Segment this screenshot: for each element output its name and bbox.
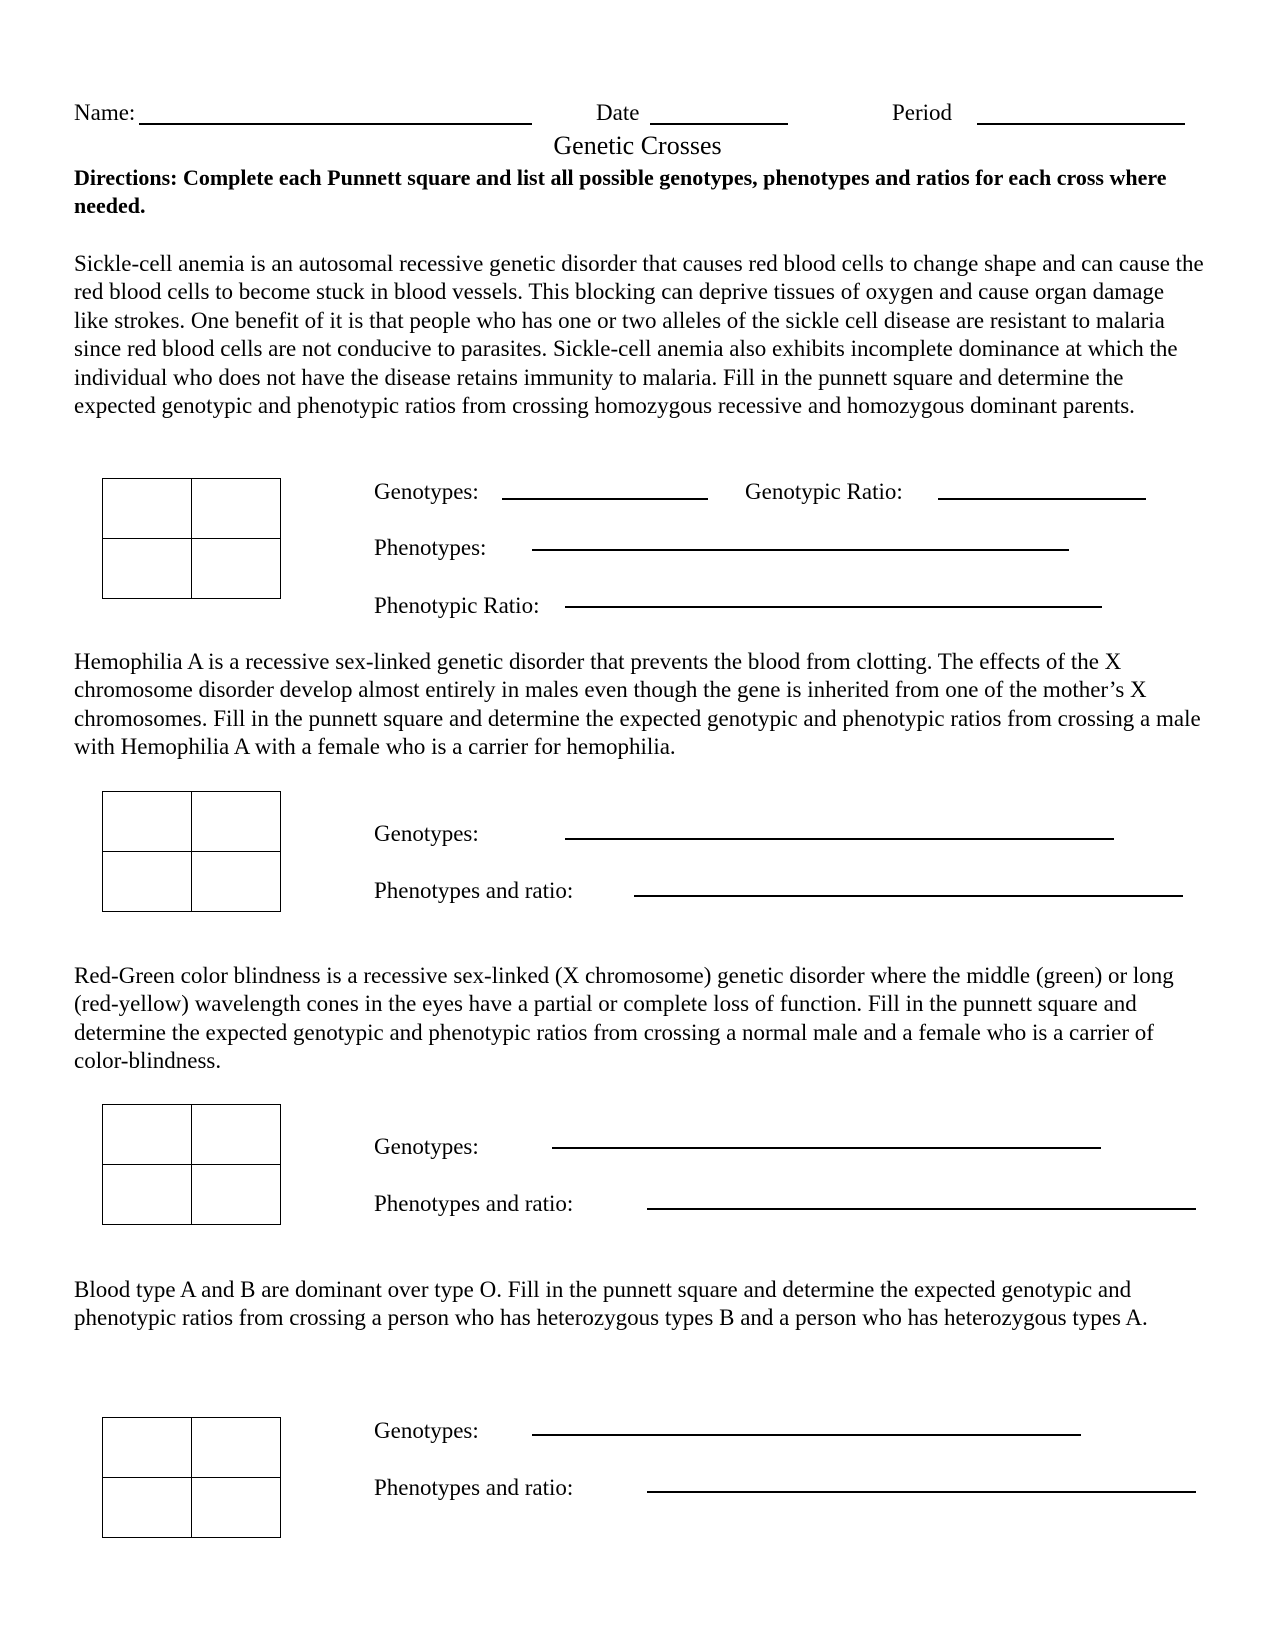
sickle-cell-paragraph: Sickle-cell anemia is an autosomal recessive genetic disorder that causes red blood cells to change shape and can cause the red blood cells to become stuck in blood vessels. This blocking can deprive tissues of oxygen and cause organ damage like strokes. One benefit of it is that people who has one or two alleles of the sickle cell disease are resistant to malaria since red blood cells are not conducive to parasites. Sickle-cell anemia also exhibits incomplete dominance at which the individual who does not have the disease retains immunity to malaria. Fill in the punnett square and determine the expected genotypic and phenotypic ratios from crossing homozygous recessive and homozygous dominant parents. (74, 251, 1204, 419)
page-title: Genetic Crosses (553, 131, 722, 160)
punnett-cell[interactable] (192, 1418, 281, 1478)
punnett-cell[interactable] (103, 1418, 192, 1478)
genotypes-label: Genotypes: (374, 1134, 479, 1159)
date-field[interactable] (650, 123, 788, 125)
phenotypes-ratio-label: Phenotypes and ratio: (374, 878, 574, 903)
phenotypic-ratio-answer-line[interactable] (565, 606, 1102, 608)
phenotypes-ratio-answer-line[interactable] (647, 1491, 1196, 1493)
period-field[interactable] (977, 123, 1185, 125)
genotypes-answer-line[interactable] (502, 498, 708, 500)
phenotypes-ratio-answer-line[interactable] (634, 895, 1183, 897)
punnett-cell[interactable] (103, 1478, 192, 1538)
punnett-cell[interactable] (192, 1105, 281, 1165)
punnett-cell[interactable] (192, 1478, 281, 1538)
phenotypes-answer-line[interactable] (532, 549, 1069, 551)
genotypes-label: Genotypes: (374, 1418, 479, 1443)
phenotypic-ratio-label: Phenotypic Ratio: (374, 593, 540, 618)
punnett-cell[interactable] (103, 852, 192, 912)
period-label: Period (892, 100, 953, 125)
punnett-cell[interactable] (192, 852, 281, 912)
phenotypes-ratio-label: Phenotypes and ratio: (374, 1191, 574, 1216)
punnett-cell[interactable] (192, 539, 281, 599)
name-label: Name: (74, 100, 136, 125)
genotypes-answer-line[interactable] (565, 838, 1114, 840)
punnett-cell[interactable] (103, 1165, 192, 1225)
punnett-square-hemophilia[interactable] (102, 791, 281, 912)
punnett-square-sickle-cell[interactable] (102, 478, 281, 599)
punnett-cell[interactable] (103, 539, 192, 599)
phenotypes-label: Phenotypes: (374, 535, 487, 560)
punnett-cell[interactable] (192, 1165, 281, 1225)
punnett-square-blood-type[interactable] (102, 1417, 281, 1538)
genotypes-label: Genotypes: (374, 821, 479, 846)
phenotypes-ratio-label: Phenotypes and ratio: (374, 1475, 574, 1500)
phenotypes-ratio-answer-line[interactable] (647, 1208, 1196, 1210)
genotypes-label: Genotypes: (374, 479, 479, 504)
punnett-cell[interactable] (192, 792, 281, 852)
genotypic-ratio-answer-line[interactable] (938, 498, 1146, 500)
blood-type-paragraph: Blood type A and B are dominant over type O. Fill in the punnett square and determine the expected genotypic and phenotypic ratios from crossing a person who has heterozygous types B and a person who has heterozygous types A. (74, 1277, 1148, 1331)
genotypic-ratio-label: Genotypic Ratio: (745, 479, 903, 504)
name-field[interactable] (139, 123, 532, 125)
punnett-cell[interactable] (103, 1105, 192, 1165)
genotypes-answer-line[interactable] (532, 1434, 1081, 1436)
punnett-cell[interactable] (103, 792, 192, 852)
punnett-square-color-blindness[interactable] (102, 1104, 281, 1225)
genotypes-answer-line[interactable] (552, 1147, 1101, 1149)
color-blindness-paragraph: Red-Green color blindness is a recessive sex-linked (X chromosome) genetic disorder where the middle (green) or long (red-yellow) wavelength cones in the eyes have a partial or complete loss of function. Fill in the punnett square and determine the expected genotypic and phenotypic ratios from crossing a normal male and a female who is a carrier of color-blindness. (74, 963, 1174, 1074)
hemophilia-paragraph: Hemophilia A is a recessive sex-linked genetic disorder that prevents the blood from clotting. The effects of the X chromosome disorder develop almost entirely in males even though the gene is inherited from one of the mother’s X chromosomes. Fill in the punnett square and determine the expected genotypic and phenotypic ratios from crossing a male with Hemophilia A with a female who is a carrier for hemophilia. (74, 649, 1201, 760)
directions-text: Directions: Complete each Punnett square and list all possible genotypes, phenotypes and ratios for each cross where needed. (74, 165, 1167, 218)
date-label: Date (596, 100, 640, 125)
punnett-cell[interactable] (103, 479, 192, 539)
punnett-cell[interactable] (192, 479, 281, 539)
